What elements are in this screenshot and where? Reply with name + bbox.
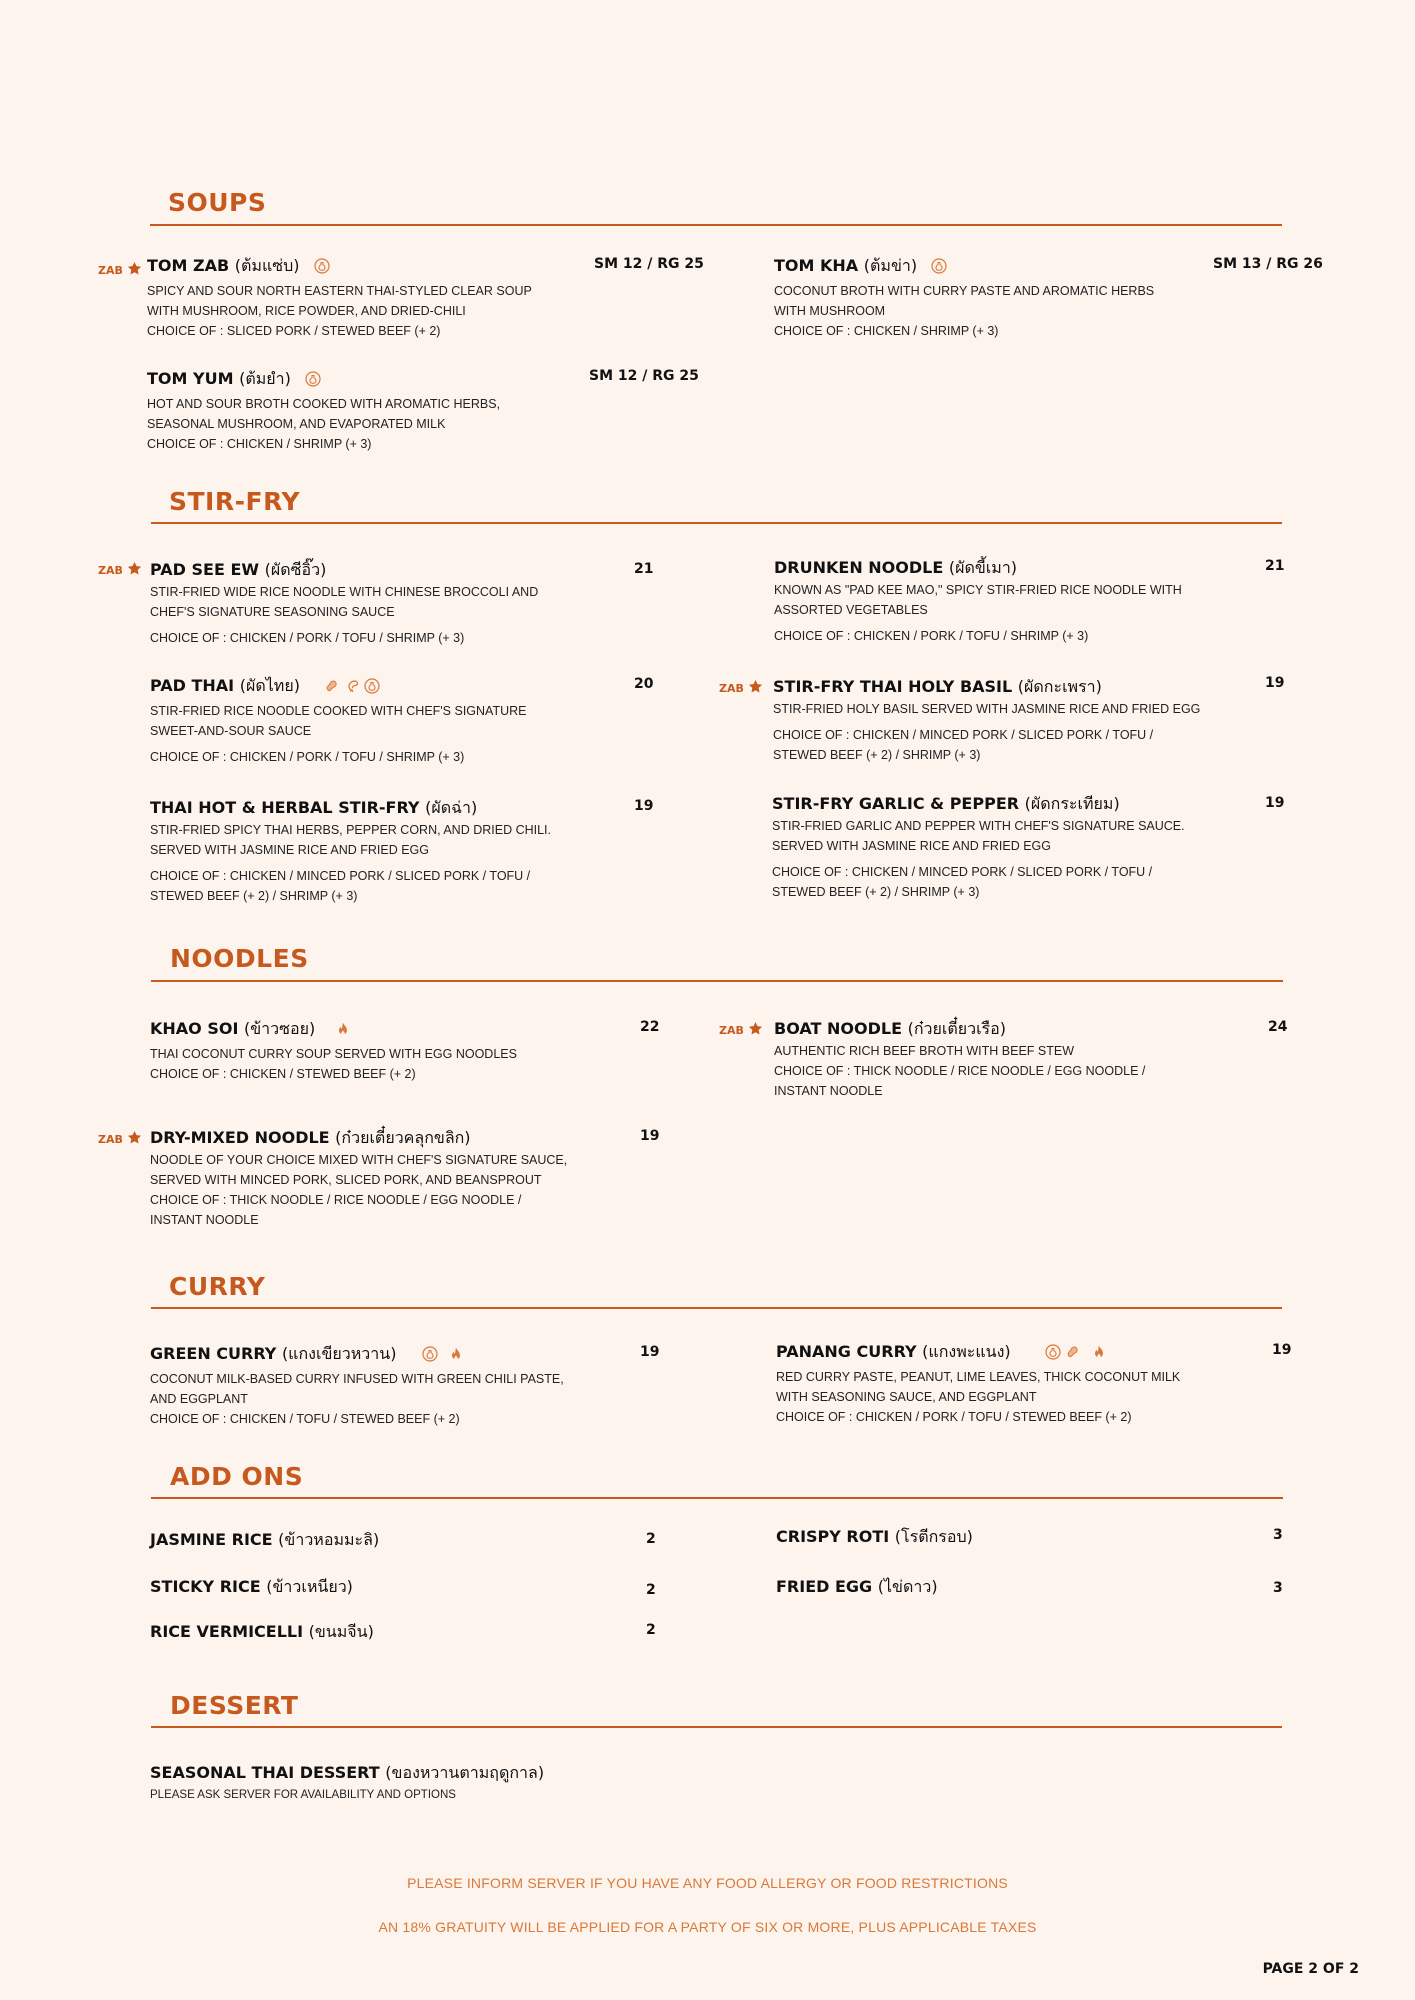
item-price: 19	[1265, 795, 1285, 811]
item-description: HOT AND SOUR BROTH COOKED WITH AROMATIC HERBS,	[147, 397, 501, 411]
item-thai-name: (ต้มข่า)	[863, 256, 918, 275]
item-price: SM 13 / RG 26	[1213, 256, 1323, 272]
fish-sauce-icon	[931, 258, 947, 274]
menu-item-pad-thai	[150, 676, 526, 767]
item-description: STIR-FRIED WIDE RICE NOODLE WITH CHINESE BROCCOLI AND	[150, 585, 539, 599]
item-description: SERVED WITH MINCED PORK, SLICED PORK, AND BEANSPROUT	[150, 1173, 542, 1187]
item-thai-name: (ก๋วยเตี๋ยวคลุกขลิก)	[335, 1128, 471, 1147]
item-choice: CHOICE OF : CHICKEN / SHRIMP (+ 3)	[147, 437, 372, 451]
item-choice: CHOICE OF : CHICKEN / MINCED PORK / SLICED PORK / TOFU /	[772, 865, 1153, 879]
item-choice: INSTANT NOODLE	[150, 1213, 259, 1227]
item-choice: CHOICE OF : CHICKEN / MINCED PORK / SLICED PORK / TOFU /	[773, 728, 1154, 742]
menu-item-boat-noodle	[774, 1019, 1145, 1101]
item-price: 24	[1268, 1019, 1288, 1035]
item-description: CHEF'S SIGNATURE SEASONING SAUCE	[150, 605, 395, 619]
star-icon	[127, 1130, 142, 1145]
item-price: 19	[634, 798, 654, 814]
item-choice: STEWED BEEF (+ 2) / SHRIMP (+ 3)	[772, 885, 980, 899]
section-divider	[150, 224, 1282, 226]
item-choice: INSTANT NOODLE	[774, 1084, 883, 1098]
item-thai-name: (ผัดกะเพรา)	[1017, 677, 1102, 696]
item-name: KHAO SOI	[150, 1019, 239, 1038]
peanut-icon	[324, 678, 340, 694]
spicy-icon	[448, 1346, 464, 1362]
item-choice: CHOICE OF : CHICKEN / PORK / TOFU / SHRIMP (+ 3)	[774, 629, 1089, 643]
addon-jasmine-rice	[150, 1530, 379, 1550]
menu-item-dry-mixed-noodle	[150, 1128, 567, 1230]
item-thai-name: (ข้าวซอย)	[244, 1019, 316, 1038]
fish-sauce-icon	[364, 678, 380, 694]
item-thai-name: (ผัดไทย)	[239, 676, 300, 695]
item-name: TOM YUM	[147, 369, 234, 388]
item-description: SERVED WITH JASMINE RICE AND FRIED EGG	[772, 839, 1051, 853]
item-description: THAI COCONUT CURRY SOUP SERVED WITH EGG NOODLES	[150, 1047, 517, 1061]
item-description: WITH MUSHROOM, RICE POWDER, AND DRIED-CHILI	[147, 304, 466, 318]
zab-badge: ZAB	[98, 261, 142, 277]
item-description: STIR-FRIED SPICY THAI HERBS, PEPPER CORN, AND DRIED CHILI.	[150, 823, 552, 837]
section-title-add-ons: ADD ONS	[170, 1462, 304, 1491]
item-name: STIR-FRY THAI HOLY BASIL	[773, 677, 1013, 696]
section-title-noodles: NOODLES	[170, 944, 309, 973]
item-thai-name: (ขนมจีน)	[308, 1622, 374, 1641]
item-name: FRIED EGG	[776, 1577, 873, 1596]
section-divider	[151, 980, 1283, 982]
item-description: AUTHENTIC RICH BEEF BROTH WITH BEEF STEW	[774, 1044, 1075, 1058]
item-price: 2	[646, 1531, 656, 1547]
menu-item-pad-see-ew	[150, 560, 538, 648]
item-choice: CHOICE OF : CHICKEN / PORK / TOFU / SHRIMP (+ 3)	[150, 631, 465, 645]
section-title-dessert: DESSERT	[170, 1691, 299, 1720]
item-name: TOM ZAB	[147, 256, 230, 275]
fish-sauce-icon	[422, 1346, 438, 1362]
item-choice: CHOICE OF : THICK NOODLE / RICE NOODLE / EGG NOODLE /	[150, 1193, 522, 1207]
item-description: AND EGGPLANT	[150, 1392, 248, 1406]
item-name: CRISPY ROTI	[776, 1527, 890, 1546]
item-thai-name: (ไข่ดาว)	[877, 1577, 938, 1596]
menu-item-holy-basil	[773, 677, 1200, 765]
spicy-icon	[335, 1021, 351, 1037]
item-name: STIR-FRY GARLIC & PEPPER	[772, 794, 1020, 813]
item-description: COCONUT BROTH WITH CURRY PASTE AND AROMATIC HERBS	[774, 284, 1155, 298]
item-price: 2	[646, 1582, 656, 1598]
shrimp-icon	[344, 678, 360, 694]
item-thai-name: (ต้มแซ่บ)	[234, 256, 300, 275]
item-choice: CHOICE OF : THICK NOODLE / RICE NOODLE / EGG NOODLE /	[774, 1064, 1146, 1078]
menu-item-green-curry	[150, 1344, 564, 1429]
item-thai-name: (ข้าวหอมมะลิ)	[278, 1530, 380, 1549]
section-divider	[151, 1307, 1282, 1309]
item-description: COCONUT MILK-BASED CURRY INFUSED WITH GREEN CHILI PASTE,	[150, 1372, 564, 1386]
item-description: STIR-FRIED RICE NOODLE COOKED WITH CHEF'S SIGNATURE	[150, 704, 527, 718]
item-price: 21	[634, 561, 654, 577]
menu-item-garlic-pepper	[772, 794, 1185, 902]
zab-badge: ZAB	[98, 561, 142, 577]
peanut-icon	[1065, 1344, 1081, 1360]
item-price: SM 12 / RG 25	[589, 368, 699, 384]
page-number: PAGE 2 OF 2	[1262, 1961, 1359, 1977]
item-description: SERVED WITH JASMINE RICE AND FRIED EGG	[150, 843, 429, 857]
item-thai-name: (ผัดฉ่า)	[425, 798, 478, 817]
addon-crispy-roti	[776, 1527, 973, 1547]
item-name: BOAT NOODLE	[774, 1019, 902, 1038]
item-description: STIR-FRIED GARLIC AND PEPPER WITH CHEF'S SIGNATURE SAUCE.	[772, 819, 1185, 833]
item-thai-name: (ข้าวเหนียว)	[266, 1577, 353, 1596]
item-choice: STEWED BEEF (+ 2) / SHRIMP (+ 3)	[773, 748, 981, 762]
item-name: PAD THAI	[150, 676, 235, 695]
item-price: 3	[1273, 1527, 1283, 1543]
item-description: SWEET-AND-SOUR SAUCE	[150, 724, 312, 738]
addon-sticky-rice	[150, 1577, 353, 1597]
section-title-stir-fry: STIR-FRY	[169, 487, 301, 516]
zab-badge: ZAB	[98, 1130, 142, 1146]
section-divider	[151, 522, 1282, 524]
item-price: SM 12 / RG 25	[594, 256, 704, 272]
item-thai-name: (แกงเขียวหวาน)	[281, 1344, 397, 1363]
item-name: PAD SEE EW	[150, 560, 260, 579]
item-name: GREEN CURRY	[150, 1344, 277, 1363]
item-price: 2	[646, 1622, 656, 1638]
item-description: WITH SEASONING SAUCE, AND EGGPLANT	[776, 1390, 1037, 1404]
star-icon	[748, 679, 763, 694]
item-choice: CHOICE OF : CHICKEN / PORK / TOFU / STEWED BEEF (+ 2)	[776, 1410, 1132, 1424]
item-description: SPICY AND SOUR NORTH EASTERN THAI-STYLED CLEAR SOUP	[147, 284, 532, 298]
item-name: SEASONAL THAI DESSERT	[150, 1763, 380, 1782]
item-choice: CHOICE OF : CHICKEN / MINCED PORK / SLICED PORK / TOFU /	[150, 869, 531, 883]
item-name: RICE VERMICELLI	[150, 1622, 304, 1641]
menu-item-khao-soi	[150, 1019, 517, 1084]
item-thai-name: (ผัดขี้เมา)	[948, 558, 1018, 577]
fish-sauce-icon	[314, 258, 330, 274]
item-thai-name: (ก๋วยเตี๋ยวเรือ)	[907, 1019, 1006, 1038]
zab-badge: ZAB	[719, 1021, 763, 1037]
item-price: 19	[640, 1344, 660, 1360]
item-choice: CHOICE OF : CHICKEN / TOFU / STEWED BEEF (+ 2)	[150, 1412, 460, 1426]
section-title-curry: CURRY	[169, 1272, 266, 1301]
menu-item-tom-zab	[147, 256, 532, 341]
item-price: 19	[640, 1128, 660, 1144]
addon-fried-egg	[776, 1577, 938, 1597]
item-thai-name: (ผัดซีอิ๊ว)	[264, 560, 327, 579]
item-price: 22	[640, 1019, 660, 1035]
section-divider	[151, 1726, 1282, 1728]
item-name: STICKY RICE	[150, 1577, 261, 1596]
item-description: WITH MUSHROOM	[774, 304, 886, 318]
item-price: 19	[1265, 675, 1285, 691]
addon-rice-vermicelli	[150, 1622, 374, 1642]
star-icon	[748, 1021, 763, 1036]
menu-item-hot-herbal	[150, 798, 551, 906]
item-choice: STEWED BEEF (+ 2) / SHRIMP (+ 3)	[150, 889, 358, 903]
item-name: JASMINE RICE	[150, 1530, 273, 1549]
item-choice: CHOICE OF : CHICKEN / SHRIMP (+ 3)	[774, 324, 999, 338]
item-name: DRUNKEN NOODLE	[774, 558, 944, 577]
allergy-notice: PLEASE INFORM SERVER IF YOU HAVE ANY FOOD ALLERGY OR FOOD RESTRICTIONS	[407, 1875, 1008, 1891]
item-name: PANANG CURRY	[776, 1342, 917, 1361]
item-description: ASSORTED VEGETABLES	[774, 603, 928, 617]
star-icon	[127, 261, 142, 276]
item-thai-name: (แกงพะแนง)	[922, 1342, 1011, 1361]
item-price: 3	[1273, 1580, 1283, 1596]
item-price: 20	[634, 676, 654, 692]
fish-sauce-icon	[1045, 1344, 1061, 1360]
item-thai-name: (โรตีกรอบ)	[894, 1527, 973, 1546]
section-divider	[151, 1497, 1283, 1499]
menu-item-seasonal-dessert	[150, 1763, 544, 1805]
zab-badge: ZAB	[719, 679, 763, 695]
fish-sauce-icon	[305, 371, 321, 387]
menu-item-tom-kha	[774, 256, 1154, 341]
menu-item-drunken-noodle	[774, 558, 1182, 646]
item-description: NOODLE OF YOUR CHOICE MIXED WITH CHEF'S SIGNATURE SAUCE,	[150, 1153, 568, 1167]
item-description: RED CURRY PASTE, PEANUT, LIME LEAVES, THICK COCONUT MILK	[776, 1370, 1181, 1384]
item-name: TOM KHA	[774, 256, 859, 275]
item-price: 21	[1265, 558, 1285, 574]
item-thai-name: (ของหวานตามฤดูกาล)	[385, 1763, 545, 1782]
item-description: KNOWN AS "PAD KEE MAO," SPICY STIR-FRIED RICE NOODLE WITH	[774, 583, 1182, 597]
item-choice: CHOICE OF : CHICKEN / STEWED BEEF (+ 2)	[150, 1067, 416, 1081]
item-price: 19	[1272, 1342, 1292, 1358]
item-choice: CHOICE OF : SLICED PORK / STEWED BEEF (+ 2)	[147, 324, 441, 338]
spicy-icon	[1091, 1344, 1107, 1360]
item-description: SEASONAL MUSHROOM, AND EVAPORATED MILK	[147, 417, 446, 431]
item-description: PLEASE ASK SERVER FOR AVAILABILITY AND OPTIONS	[150, 1789, 456, 1801]
gratuity-notice: AN 18% GRATUITY WILL BE APPLIED FOR A PARTY OF SIX OR MORE, PLUS APPLICABLE TAXES	[378, 1919, 1037, 1935]
section-title-soups: SOUPS	[168, 188, 267, 217]
item-choice: CHOICE OF : CHICKEN / PORK / TOFU / SHRIMP (+ 3)	[150, 750, 465, 764]
item-description: STIR-FRIED HOLY BASIL SERVED WITH JASMINE RICE AND FRIED EGG	[773, 702, 1201, 716]
menu-item-panang-curry	[776, 1342, 1180, 1427]
item-name: THAI HOT & HERBAL STIR-FRY	[150, 798, 420, 817]
item-thai-name: (ต้มยำ)	[239, 369, 291, 388]
item-name: DRY-MIXED NOODLE	[150, 1128, 330, 1147]
star-icon	[127, 561, 142, 576]
item-thai-name: (ผัดกระเทียม)	[1024, 794, 1120, 813]
menu-item-tom-yum	[147, 369, 500, 454]
